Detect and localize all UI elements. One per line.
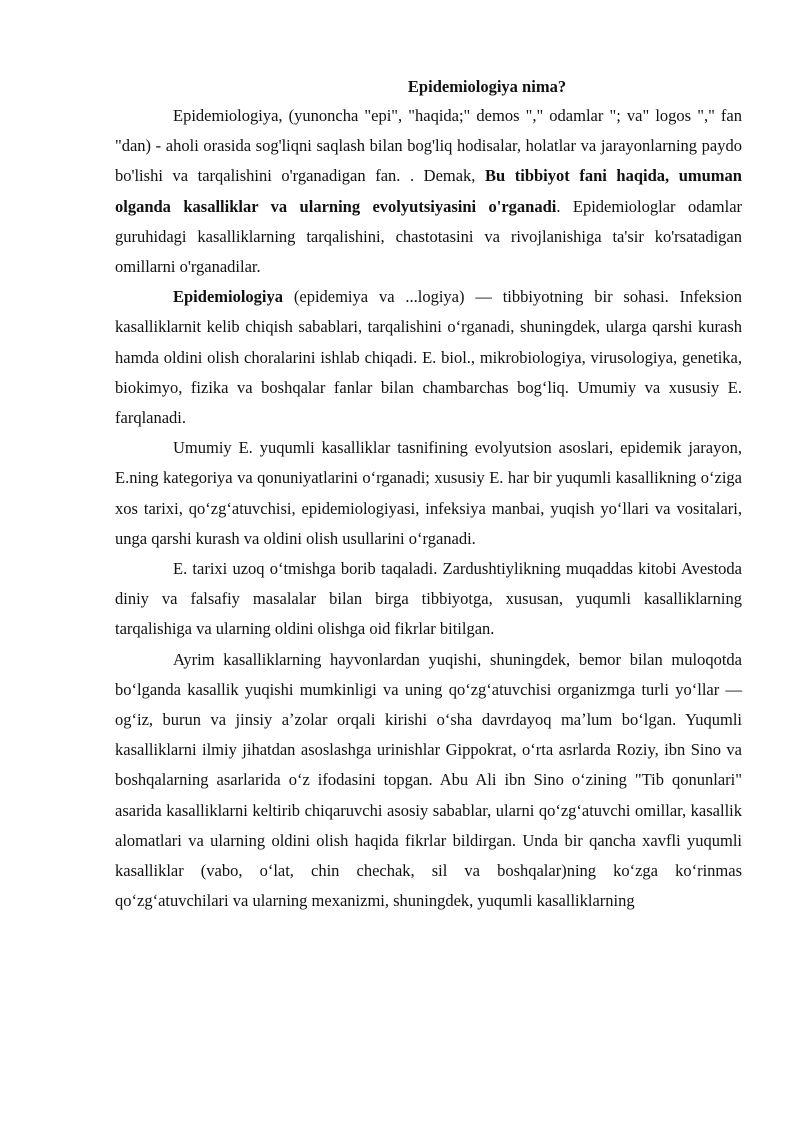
paragraph-text: . Epidemiologlar odamlar guruhidagi kasalliklarning tarqalishini, chastotasini va rivojlanishiga ta'sir ko'rsatadigan omillarni o'rganadilar. [115, 196, 743, 277]
paragraph-text: (epidemiya va ...logiya) — tibbiyotning bir sohasi. Infeksion kasalliklarnit kelib chiqish sabablari, tarqalishini oʻrganadi, shuningdek, ularga qarshi kurash hamda oldini olish choralarini ishlab chiqadi. E. biol., mikrobiologiya, virusologiya, genetika, biokimyo, fizika va boshqalar fanlar bilan chambarchas bogʻliq. Umumiy va xususiy E. farqlanadi. [115, 287, 742, 428]
paragraph-text: Epidemiologiya, (yunoncha "epi", "haqida;" demos "," odamlar "; va" logos "," fan "dan) - aholi orasida sog'liqni saqlash bilan bog'liq hodisalar, holatlar va jarayonlarning paydo bo'lishi va tarqalishini o'rganadigan fan. . Demak, [115, 106, 742, 186]
paragraph-history: E. tarixi uzoq oʻtmishga borib taqaladi. Zardushtiylikning muqaddas kitobi Avestoda diniy va falsafiy masalalar bilan birga tibbiyotga, xususan, yuqumli kasalliklarning tarqalishiga va ularning oldini olishga oid fikrlar bitilgan. [115, 559, 742, 639]
bold-term: Epidemiologiya [173, 287, 284, 307]
paragraph-ibn-sino: Ayrim kasalliklarning hayvonlardan yuqishi, shuningdek, bemor bilan muloqotda boʻlganda kasallik yuqishi mumkinligi va uning qoʻzgʻatuvchisi organizmga turli yoʻllar — ogʻiz, burun va jinsiy aʼzolar orqali kirishi oʻsha davrdayoq maʼlum boʻlgan. Yuqumli kasalliklarni ilmiy jihatdan asoslashga urinishlar Gippokrat, oʻrta asrlarda Roziy, ibn Sino va boshqalarning asarlarida oʻz ifodasini topgan. Abu Ali ibn Sino oʻzining "Tib qonunlari" asarida kasalliklarni keltirib chiqaruvchi asosiy sabablar, ularni qoʻzgʻatuvchi omillar, kasallik alomatlari va ularning oldini olish haqida fikrlar bildirgan. Unda bir qancha xavfli yuqumli kasalliklar (vabo, oʻlat, chin chechak, sil va boshqalar)ning koʻzga koʻrinmas qoʻzgʻatuvchilari va ularning mexanizmi, shuningdek, yuqumli kasalliklarning [115, 649, 742, 911]
paragraph-epidemiology [115, 282, 742, 433]
bold-phrase: Bu tibbiyot fani haqida, umuman olganda kasalliklar va ularning evolyutsiyasini o'rganadi [115, 166, 742, 216]
paragraph-definition [115, 101, 742, 282]
document-body [115, 73, 742, 916]
page-title: Epidemiologiya nima? [407, 77, 567, 96]
paragraph-general-special: Umumiy E. yuqumli kasalliklar tasnifining evolyutsion asoslari, epidemik jarayon, E.ning kategoriya va qonuniyatlarini oʻrganadi; xususiy E. har bir yuqumli kasallikning oʻziga xos tarixi, qoʻzgʻatuvchisi, epidemiologiyasi, infeksiya manbai, yuqish yoʻllari va vositalari, unga qarshi kurash va oldini olish usullarini oʻrganadi. [115, 438, 742, 548]
